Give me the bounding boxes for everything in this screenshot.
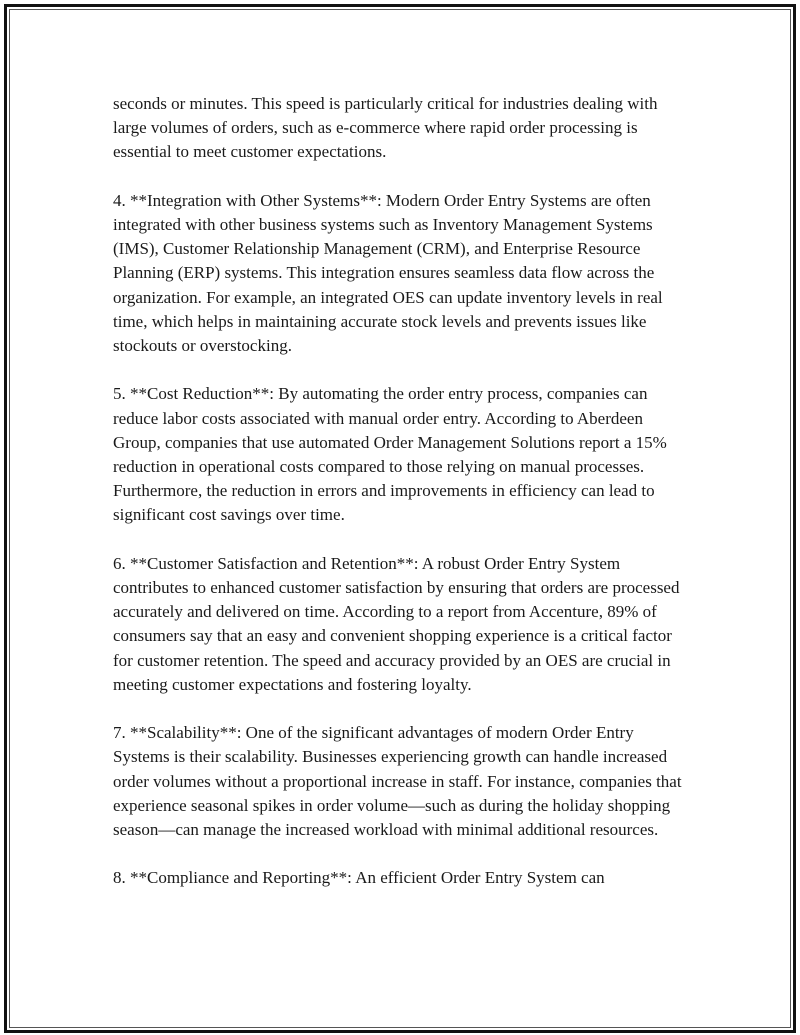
document-body <box>113 92 693 891</box>
paragraph-integration: 4. **Integration with Other Systems**: Modern Order Entry Systems are often integrated with other business systems such as Inventory Management Systems (IMS), Customer Relationship Management (CRM), and Enterprise Resource Planning (ERP) systems. This integration ensures seamless data flow across the organization. For example, an integrated OES can update inventory levels in real time, which helps in maintaining accurate stock levels and prevents issues like stockouts or overstocking. <box>113 190 663 356</box>
paragraph-speed-continuation: seconds or minutes. This speed is particularly critical for industries dealing with large volumes of orders, such as e-commerce where rapid order processing is essential to meet customer expectations. <box>113 94 658 162</box>
paragraph-customer-satisfaction: 6. **Customer Satisfaction and Retention**: A robust Order Entry System contributes to enhanced customer satisfaction by ensuring that orders are processed accurately and delivered on time. According to a report from Accenture, 89% of consumers say that an easy and convenient shopping experience is a critical factor for customer retention. The speed and accuracy provided by an OES are crucial in meeting customer expectations and fostering loyalty. <box>113 553 680 694</box>
paragraph-compliance: 8. **Compliance and Reporting**: An efficient Order Entry System can <box>113 868 605 888</box>
paragraph-scalability: 7. **Scalability**: One of the significant advantages of modern Order Entry Systems is their scalability. Businesses experiencing growth can handle increased order volumes without a proportional increase in staff. For instance, companies that experience seasonal spikes in order volume—such as during the holiday shopping season—can manage the increased workload with minimal additional resources. <box>113 723 682 840</box>
paragraph-cost-reduction: 5. **Cost Reduction**: By automating the order entry process, companies can reduce labor costs associated with manual order entry. According to Aberdeen Group, companies that use automated Order Management Solutions report a 15% reduction in operational costs compared to those relying on manual processes. Furthermore, the reduction in errors and improvements in efficiency can lead to significant cost savings over time. <box>113 384 667 525</box>
